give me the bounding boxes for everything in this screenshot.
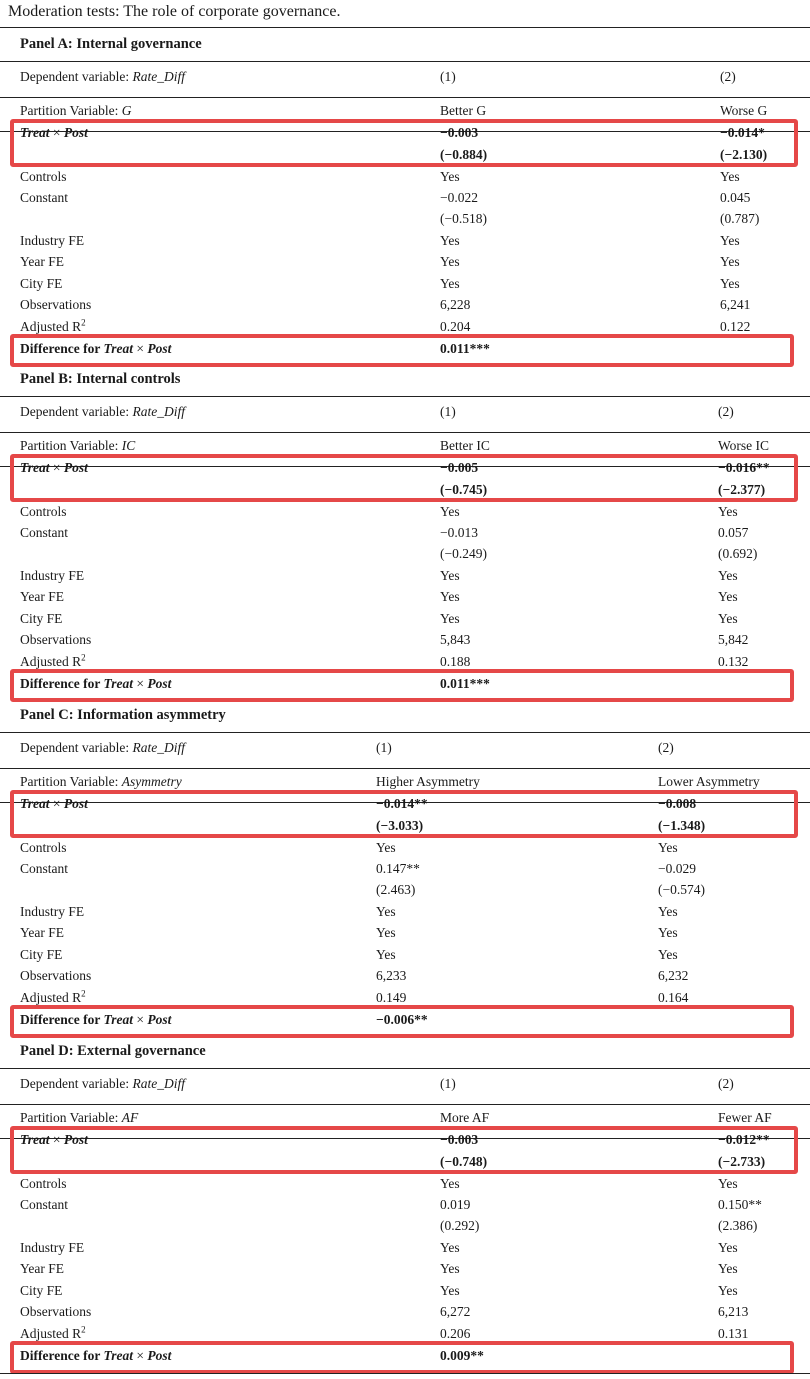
controls-row-label: Controls: [20, 504, 67, 519]
year-fe-row-label: Year FE: [20, 925, 65, 940]
treat-post-row-col1: −0.003: [440, 125, 479, 140]
observations-row-col2: 5,842: [718, 632, 749, 647]
difference-row-col1: 0.009**: [440, 1348, 484, 1363]
controls-row-label: Controls: [20, 840, 67, 855]
dep-var-prefix: Dependent variable:: [20, 1076, 130, 1091]
panel-rule: [0, 732, 810, 733]
dep-var-name: Rate_Diff: [132, 404, 185, 419]
constant-tstat-row-col1: (−0.518): [440, 211, 487, 226]
city-fe-row-col2: Yes: [658, 947, 678, 962]
dependent-variable-row-label: [20, 404, 185, 420]
observations-row-col1: 6,228: [440, 297, 471, 312]
adjusted-r2-row-col1: 0.149: [376, 990, 407, 1005]
partition-name: AF: [121, 1110, 139, 1125]
highlight-box-treat-post: [10, 790, 798, 838]
controls-row-label: Controls: [20, 1176, 67, 1191]
times-sign: ×: [52, 125, 61, 140]
constant-tstat-row: [0, 211, 810, 229]
controls-row-col1: Yes: [440, 169, 460, 184]
table-bottom-rule: [0, 1373, 810, 1374]
highlight-box-difference: [10, 1341, 794, 1374]
times-sign: ×: [136, 341, 144, 356]
dependent-variable-row: [0, 740, 810, 758]
constant-tstat-row: [0, 882, 810, 900]
constant-row: [0, 1197, 810, 1215]
constant-tstat-row-col2: (2.386): [718, 1218, 758, 1233]
observations-row: [0, 632, 810, 650]
year-fe-row: [0, 1261, 810, 1279]
difference-prefix: Difference for: [20, 341, 101, 356]
highlight-box-treat-post: [10, 454, 798, 502]
controls-row-col2: Yes: [718, 504, 738, 519]
difference-prefix: Difference for: [20, 1348, 101, 1363]
city-fe-row-col1: Yes: [440, 276, 460, 291]
partition-variable-row-label: [20, 438, 135, 454]
dependent-variable-row-col2: (2): [718, 1076, 734, 1091]
constant-tstat-row-col1: (2.463): [376, 882, 416, 897]
times-sign: ×: [52, 796, 61, 811]
times-sign: ×: [136, 1012, 144, 1027]
industry-fe-row: [0, 1240, 810, 1258]
treat-term: Treat: [103, 1012, 133, 1027]
partition-variable-row-label: [20, 1110, 138, 1126]
controls-row-col2: Yes: [718, 1176, 738, 1191]
city-fe-row-label: City FE: [20, 1283, 63, 1298]
adjusted-r2-row-col2: 0.132: [718, 654, 749, 669]
partition-variable-row-label: [20, 103, 131, 119]
treat-post-row-col1: −0.003: [440, 1132, 479, 1147]
partition-variable-row-col1: Better G: [440, 103, 487, 118]
industry-fe-row-col2: Yes: [718, 568, 738, 583]
partition-prefix: Partition Variable:: [20, 774, 119, 789]
dep-var-name: Rate_Diff: [132, 740, 185, 755]
treat-post-tstat-row-col2: (−2.733): [718, 1154, 766, 1169]
controls-row-col2: Yes: [658, 840, 678, 855]
post-term: Post: [147, 341, 172, 356]
year-fe-row-col1: Yes: [440, 254, 460, 269]
highlight-box-difference: [10, 334, 794, 367]
difference-row-col1: −0.006**: [376, 1012, 428, 1027]
dependent-variable-row: [0, 404, 810, 422]
constant-row-col1: −0.022: [440, 190, 478, 205]
difference-prefix: Difference for: [20, 1012, 101, 1027]
observations-row-label: Observations: [20, 297, 92, 312]
adjr2-superscript: 2: [81, 988, 86, 999]
adjusted-r2-row-label: [20, 1326, 86, 1342]
year-fe-row: [0, 254, 810, 272]
controls-row: [0, 840, 810, 858]
adjusted-r2-row-col1: 0.188: [440, 654, 471, 669]
partition-variable-row-col2: Worse G: [720, 103, 768, 118]
constant-row-label: Constant: [20, 525, 69, 540]
year-fe-row-col1: Yes: [440, 1261, 460, 1276]
city-fe-row: [0, 947, 810, 965]
partition-variable-row-col1: Higher Asymmetry: [376, 774, 480, 789]
controls-row-col1: Yes: [376, 840, 396, 855]
dependent-variable-row: [0, 1076, 810, 1094]
city-fe-row-label: City FE: [20, 947, 63, 962]
year-fe-row-label: Year FE: [20, 589, 65, 604]
year-fe-row: [0, 589, 810, 607]
adjusted-r2-row-label: [20, 654, 86, 670]
observations-row-col2: 6,213: [718, 1304, 749, 1319]
industry-fe-row-label: Industry FE: [20, 904, 85, 919]
industry-fe-row-label: Industry FE: [20, 233, 85, 248]
treat-term: Treat: [20, 125, 50, 140]
observations-row-label: Observations: [20, 1304, 92, 1319]
industry-fe-row: [0, 568, 810, 586]
adjusted-r2-row-col2: 0.164: [658, 990, 689, 1005]
industry-fe-row: [0, 904, 810, 922]
year-fe-row-col2: Yes: [718, 1261, 738, 1276]
partition-variable-row-label: [20, 774, 182, 790]
panel-title: Panel A: Internal governance: [20, 36, 202, 52]
treat-term: Treat: [20, 1132, 50, 1147]
dependent-variable-row-col1: (1): [440, 404, 456, 419]
table-top-rule: [0, 27, 810, 28]
treat-term: Treat: [103, 676, 133, 691]
constant-row-col2: 0.045: [720, 190, 751, 205]
observations-row: [0, 968, 810, 986]
industry-fe-row-col2: Yes: [720, 233, 740, 248]
partition-variable-row-col2: Fewer AF: [718, 1110, 772, 1125]
constant-row-col1: −0.013: [440, 525, 478, 540]
year-fe-row: [0, 925, 810, 943]
partition-name: Asymmetry: [121, 774, 182, 789]
controls-row-col1: Yes: [440, 504, 460, 519]
treat-post-tstat-row-col1: (−0.745): [440, 482, 488, 497]
dependent-variable-row-col2: (2): [718, 404, 734, 419]
constant-tstat-row-col2: (−0.574): [658, 882, 705, 897]
observations-row: [0, 297, 810, 315]
dependent-variable-row-label: [20, 740, 185, 756]
panel-title: Panel D: External governance: [20, 1043, 206, 1059]
panel-rule: [0, 97, 810, 98]
city-fe-row-col2: Yes: [718, 611, 738, 626]
dep-var-prefix: Dependent variable:: [20, 740, 130, 755]
highlight-box-treat-post: [10, 119, 798, 167]
adjusted-r2-row-col1: 0.204: [440, 319, 471, 334]
year-fe-row-col1: Yes: [440, 589, 460, 604]
constant-tstat-row-col2: (0.692): [718, 546, 758, 561]
panel-rule: [0, 396, 810, 397]
industry-fe-row-label: Industry FE: [20, 568, 85, 583]
industry-fe-row-col1: Yes: [440, 233, 460, 248]
dependent-variable-row-col1: (1): [440, 69, 456, 84]
treat-post-row-col1: −0.014**: [376, 796, 428, 811]
controls-row-label: Controls: [20, 169, 67, 184]
highlight-box-treat-post: [10, 1126, 798, 1174]
treat-post-tstat-row-col2: (−1.348): [658, 818, 706, 833]
adjusted-r2-row-col1: 0.206: [440, 1326, 471, 1341]
city-fe-row-col2: Yes: [718, 1283, 738, 1298]
observations-row-col1: 5,843: [440, 632, 471, 647]
dep-var-name: Rate_Diff: [132, 69, 185, 84]
adjusted-r2-row-label: [20, 319, 86, 335]
constant-row: [0, 861, 810, 879]
constant-row-col1: 0.019: [440, 1197, 471, 1212]
city-fe-row-col1: Yes: [440, 611, 460, 626]
partition-name: G: [121, 103, 132, 118]
treat-post-tstat-row-col1: (−0.884): [440, 147, 488, 162]
times-sign: ×: [136, 676, 144, 691]
post-term: Post: [147, 676, 172, 691]
adjr2-superscript: 2: [81, 1324, 86, 1335]
treat-post-row-col2: −0.012**: [718, 1132, 770, 1147]
constant-tstat-row-col1: (0.292): [440, 1218, 480, 1233]
industry-fe-row-col1: Yes: [376, 904, 396, 919]
difference-row-col1: 0.011***: [440, 676, 490, 691]
year-fe-row-label: Year FE: [20, 254, 65, 269]
times-sign: ×: [52, 1132, 61, 1147]
observations-row: [0, 1304, 810, 1322]
adjr2-text: Adjusted R: [20, 1326, 82, 1341]
controls-row-col2: Yes: [720, 169, 740, 184]
year-fe-row-col2: Yes: [658, 925, 678, 940]
constant-tstat-row: [0, 1218, 810, 1236]
city-fe-row-label: City FE: [20, 611, 63, 626]
dep-var-prefix: Dependent variable:: [20, 404, 130, 419]
observations-row-col1: 6,233: [376, 968, 407, 983]
year-fe-row-col2: Yes: [718, 589, 738, 604]
dep-var-prefix: Dependent variable:: [20, 69, 130, 84]
panel-rule: [0, 1104, 810, 1105]
industry-fe-row-label: Industry FE: [20, 1240, 85, 1255]
adjusted-r2-row-col2: 0.131: [718, 1326, 749, 1341]
treat-term: Treat: [20, 460, 50, 475]
dependent-variable-row-col1: (1): [376, 740, 392, 755]
adjusted-r2-row-label: [20, 990, 86, 1006]
year-fe-row-col2: Yes: [720, 254, 740, 269]
treat-post-row-col1: −0.005: [440, 460, 479, 475]
dependent-variable-row-col2: (2): [658, 740, 674, 755]
city-fe-row-col2: Yes: [720, 276, 740, 291]
panel-title: Panel B: Internal controls: [20, 371, 181, 387]
post-term: Post: [63, 796, 88, 811]
constant-row-label: Constant: [20, 1197, 69, 1212]
panel-rule: [0, 432, 810, 433]
city-fe-row: [0, 276, 810, 294]
observations-row-label: Observations: [20, 968, 92, 983]
treat-post-tstat-row-col1: (−3.033): [376, 818, 424, 833]
panel-title: Panel C: Information asymmetry: [20, 707, 226, 723]
adjr2-text: Adjusted R: [20, 990, 82, 1005]
dependent-variable-row-col1: (1): [440, 1076, 456, 1091]
adjr2-superscript: 2: [81, 317, 86, 328]
industry-fe-row-col1: Yes: [440, 568, 460, 583]
constant-tstat-row: [0, 546, 810, 564]
post-term: Post: [63, 1132, 88, 1147]
constant-row-label: Constant: [20, 861, 69, 876]
times-sign: ×: [52, 460, 61, 475]
industry-fe-row-col1: Yes: [440, 1240, 460, 1255]
treat-post-tstat-row-col2: (−2.130): [720, 147, 768, 162]
constant-row-col2: 0.057: [718, 525, 749, 540]
controls-row: [0, 1176, 810, 1194]
year-fe-row-col1: Yes: [376, 925, 396, 940]
adjusted-r2-row-col2: 0.122: [720, 319, 751, 334]
constant-row-col1: 0.147**: [376, 861, 420, 876]
highlight-box-difference: [10, 1005, 794, 1038]
treat-term: Treat: [20, 796, 50, 811]
city-fe-row-col1: Yes: [440, 1283, 460, 1298]
controls-row-col1: Yes: [440, 1176, 460, 1191]
treat-post-tstat-row-col2: (−2.377): [718, 482, 766, 497]
dependent-variable-row: [0, 69, 810, 87]
dependent-variable-row-label: [20, 69, 185, 85]
partition-variable-row-col1: More AF: [440, 1110, 490, 1125]
partition-variable-row-col2: Lower Asymmetry: [658, 774, 760, 789]
adjr2-superscript: 2: [81, 652, 86, 663]
panel-rule: [0, 768, 810, 769]
panel-rule: [0, 1068, 810, 1069]
constant-row: [0, 525, 810, 543]
treat-post-row-col2: −0.008: [658, 796, 697, 811]
table-caption: Moderation tests: The role of corporate governance.: [8, 3, 341, 20]
dep-var-name: Rate_Diff: [132, 1076, 185, 1091]
controls-row: [0, 169, 810, 187]
constant-row-col2: −0.029: [658, 861, 696, 876]
partition-prefix: Partition Variable:: [20, 103, 119, 118]
highlight-box-difference: [10, 669, 794, 702]
post-term: Post: [63, 460, 88, 475]
partition-prefix: Partition Variable:: [20, 438, 119, 453]
panel-rule: [0, 61, 810, 62]
difference-prefix: Difference for: [20, 676, 101, 691]
city-fe-row-col1: Yes: [376, 947, 396, 962]
observations-row-col2: 6,241: [720, 297, 751, 312]
industry-fe-row-col2: Yes: [658, 904, 678, 919]
times-sign: ×: [136, 1348, 144, 1363]
post-term: Post: [63, 125, 88, 140]
observations-row-col2: 6,232: [658, 968, 689, 983]
difference-row-col1: 0.011***: [440, 341, 490, 356]
constant-row-col2: 0.150**: [718, 1197, 762, 1212]
treat-term: Treat: [103, 1348, 133, 1363]
dependent-variable-row-col2: (2): [720, 69, 736, 84]
constant-tstat-row-col2: (0.787): [720, 211, 760, 226]
partition-variable-row-col2: Worse IC: [718, 438, 770, 453]
treat-term: Treat: [103, 341, 133, 356]
post-term: Post: [147, 1348, 172, 1363]
year-fe-row-label: Year FE: [20, 1261, 65, 1276]
partition-prefix: Partition Variable:: [20, 1110, 119, 1125]
treat-post-row-col2: −0.014*: [720, 125, 765, 140]
partition-name: IC: [121, 438, 136, 453]
adjr2-text: Adjusted R: [20, 319, 82, 334]
treat-post-tstat-row-col1: (−0.748): [440, 1154, 488, 1169]
observations-row-col1: 6,272: [440, 1304, 471, 1319]
partition-variable-row-col1: Better IC: [440, 438, 490, 453]
post-term: Post: [147, 1012, 172, 1027]
city-fe-row: [0, 1283, 810, 1301]
observations-row-label: Observations: [20, 632, 92, 647]
city-fe-row-label: City FE: [20, 276, 63, 291]
city-fe-row: [0, 611, 810, 629]
industry-fe-row: [0, 233, 810, 251]
dependent-variable-row-label: [20, 1076, 185, 1092]
adjr2-text: Adjusted R: [20, 654, 82, 669]
controls-row: [0, 504, 810, 522]
constant-row-label: Constant: [20, 190, 69, 205]
constant-row: [0, 190, 810, 208]
treat-post-row-col2: −0.016**: [718, 460, 770, 475]
industry-fe-row-col2: Yes: [718, 1240, 738, 1255]
constant-tstat-row-col1: (−0.249): [440, 546, 487, 561]
